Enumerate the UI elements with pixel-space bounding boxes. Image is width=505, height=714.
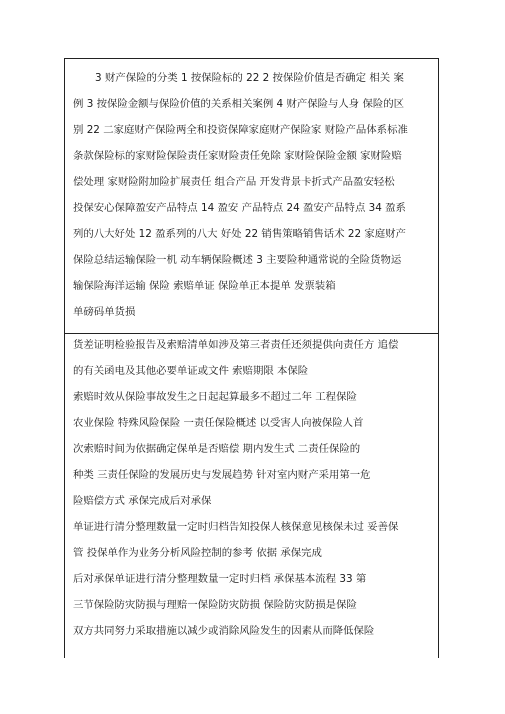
text-line: 险赔偿方式 承保完成后对承保	[73, 495, 212, 507]
text-line: 后对承保单证进行清分整理数量一定时归档 承保基本流程 33 第	[73, 573, 367, 585]
text-line: 列的八大好处 12 盈系列的八大 好处 22 销售策略销售话术 22 家庭财产	[73, 228, 406, 240]
row-divider	[65, 333, 438, 334]
text-line: 货差证明检验报告及索赔清单如涉及第三者责任还须提供向责任方 追偿	[73, 339, 399, 351]
text-line: 种类 三责任保险的发展历史与发展趋势 针对室内财产采用第一危	[73, 469, 371, 481]
text-line: 管 投保单作为业务分析风险控制的参考 依据 承保完成	[73, 547, 322, 559]
text-line: 农业保险 特殊风险保险 一责任保险概述 以受害人向被保险人首	[73, 417, 364, 429]
text-line: 单磅码单货损	[73, 306, 136, 318]
text-line: 投保安心保障盈安产品特点 14 盈安 产品特点 24 盈安产品特点 34 盈系	[73, 202, 406, 214]
text-line: 保险总结运输保险一机 动车辆保险概述 3 主要险种通常说的全险货物运	[73, 254, 402, 266]
text-line: 三节保险防灾防损与理赔一保险防灾防损 保险防灾防损是保险	[73, 599, 357, 611]
text-line: 的有关函电及其他必要单证或文件 索赔期限 本保险	[73, 365, 309, 377]
text-line: 次索赔时间为依据确定保单是否赔偿 期内发生式 二责任保险的	[73, 443, 361, 455]
table-frame	[64, 58, 439, 658]
text-line: 例 3 按保险金额与保险价值的关系相关案例 4 财产保险与人身 保险的区	[73, 98, 405, 110]
text-line: 双方共同努力采取措施以减少或消除风险发生的因素从而降低保险	[73, 625, 375, 637]
text-line: 别 22 二家庭财产保险两全和投资保障家庭财产保险家 财险产品体系标准	[73, 124, 408, 136]
text-line: 条款保险标的家财险保险责任家财险责任免除 家财险保险金额 家财险赔	[73, 150, 402, 162]
text-line: 3 财产保险的分类 1 按保险标的 22 2 按保险价值是否确定 相关 案	[95, 72, 404, 84]
text-line: 单证进行清分整理数量一定时归档告知投保人核保意见核保未过 妥善保	[73, 521, 399, 533]
text-line: 索赔时效从保险事故发生之日起起算最多不超过二年 工程保险	[73, 391, 357, 403]
text-line: 偿处理 家财险附加险扩展责任 组合产品 开发背景卡折式产品盈安轻松	[73, 176, 395, 188]
text-line: 输保险海洋运输 保险 索赔单证 保险单正本提单 发票装箱	[73, 280, 336, 292]
